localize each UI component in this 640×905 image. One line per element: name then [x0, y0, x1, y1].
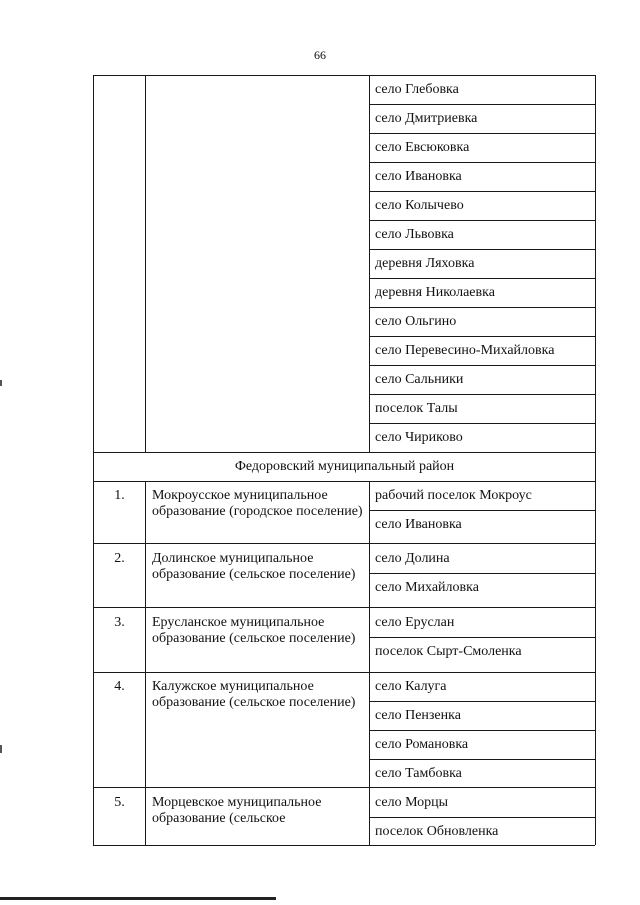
row-divider: [369, 759, 595, 760]
row-divider: [369, 307, 595, 308]
settlement-cell: поселок Обновленка: [375, 824, 499, 839]
settlement-cell: село Колычево: [375, 198, 464, 213]
settlement-cell: село Ивановка: [375, 169, 462, 184]
row-divider: [369, 573, 595, 574]
column-divider: [369, 75, 370, 452]
settlement-cell: село Еруслан: [375, 615, 455, 630]
column-divider: [369, 481, 370, 845]
row-divider: [369, 220, 595, 221]
table-border-top: [93, 75, 595, 76]
municipality-name: Долинское муниципальное образование (сельское поселение): [152, 551, 356, 582]
scan-bottom-bar: [0, 897, 276, 900]
settlement-cell: рабочий поселок Мокроус: [375, 488, 532, 503]
table-border-bottom: [93, 845, 595, 846]
settlement-cell: село Долина: [375, 551, 450, 566]
municipality-name: Еруcланское муниципальное образование (сельское поселение): [152, 615, 356, 646]
settlement-cell: село Глебовка: [375, 82, 459, 97]
settlement-cell: село Михайловка: [375, 580, 479, 595]
settlement-cell: село Тамбовка: [375, 766, 462, 781]
settlement-cell: село Калуга: [375, 679, 447, 694]
row-number: 5.: [114, 795, 125, 810]
row-divider: [93, 672, 595, 673]
settlement-cell: поселок Сырт-Смоленка: [375, 644, 522, 659]
settlement-cell: село Морцы: [375, 795, 449, 810]
row-divider: [93, 787, 595, 788]
settlement-cell: село Пензенка: [375, 708, 461, 723]
settlement-cell: село Дмитриевка: [375, 111, 478, 126]
row-divider: [369, 423, 595, 424]
row-divider: [369, 249, 595, 250]
table-border-right: [595, 75, 596, 845]
row-number: 2.: [114, 551, 125, 566]
municipality-name: Морцевское муниципальное образование (сельское: [152, 795, 322, 826]
settlement-cell: село Евсюковка: [375, 140, 470, 155]
settlement-cell: село Ольгино: [375, 314, 457, 329]
municipality-name: Калужское муниципальное образование (сельское поселение): [152, 679, 356, 710]
row-divider: [93, 607, 595, 608]
row-number: 1.: [114, 488, 125, 503]
page-number: 66: [314, 48, 326, 62]
row-divider: [369, 191, 595, 192]
row-divider: [369, 730, 595, 731]
settlement-cell: село Сальники: [375, 372, 464, 387]
settlement-cell: деревня Ляховка: [375, 256, 475, 271]
column-divider: [145, 481, 146, 845]
settlement-cell: село Чириково: [375, 430, 463, 445]
settlement-cell: село Львовка: [375, 227, 454, 242]
row-divider: [369, 336, 595, 337]
row-divider: [369, 133, 595, 134]
row-divider: [93, 543, 595, 544]
row-divider: [369, 365, 595, 366]
row-divider: [369, 817, 595, 818]
row-divider: [369, 278, 595, 279]
district-title: Федоровский муниципальный район: [234, 459, 455, 474]
row-divider: [369, 162, 595, 163]
settlement-cell: село Перевесино-Михайловка: [375, 343, 555, 358]
settlement-cell: деревня Николаевка: [375, 285, 495, 300]
row-divider: [93, 481, 595, 482]
row-divider: [93, 452, 595, 453]
row-divider: [369, 701, 595, 702]
scan-edge-mark: [0, 745, 2, 753]
settlement-cell: поселок Талы: [375, 401, 458, 416]
row-number: 4.: [114, 679, 125, 694]
settlement-cell: село Романовка: [375, 737, 469, 752]
row-divider: [369, 510, 595, 511]
column-divider: [145, 75, 146, 452]
settlement-cell: село Ивановка: [375, 517, 462, 532]
municipality-name: Мокроусское муниципальное образование (городское поселение): [152, 488, 363, 519]
row-divider: [369, 394, 595, 395]
row-divider: [369, 637, 595, 638]
row-number: 3.: [114, 615, 125, 630]
row-divider: [369, 104, 595, 105]
scan-edge-mark: [0, 380, 2, 386]
